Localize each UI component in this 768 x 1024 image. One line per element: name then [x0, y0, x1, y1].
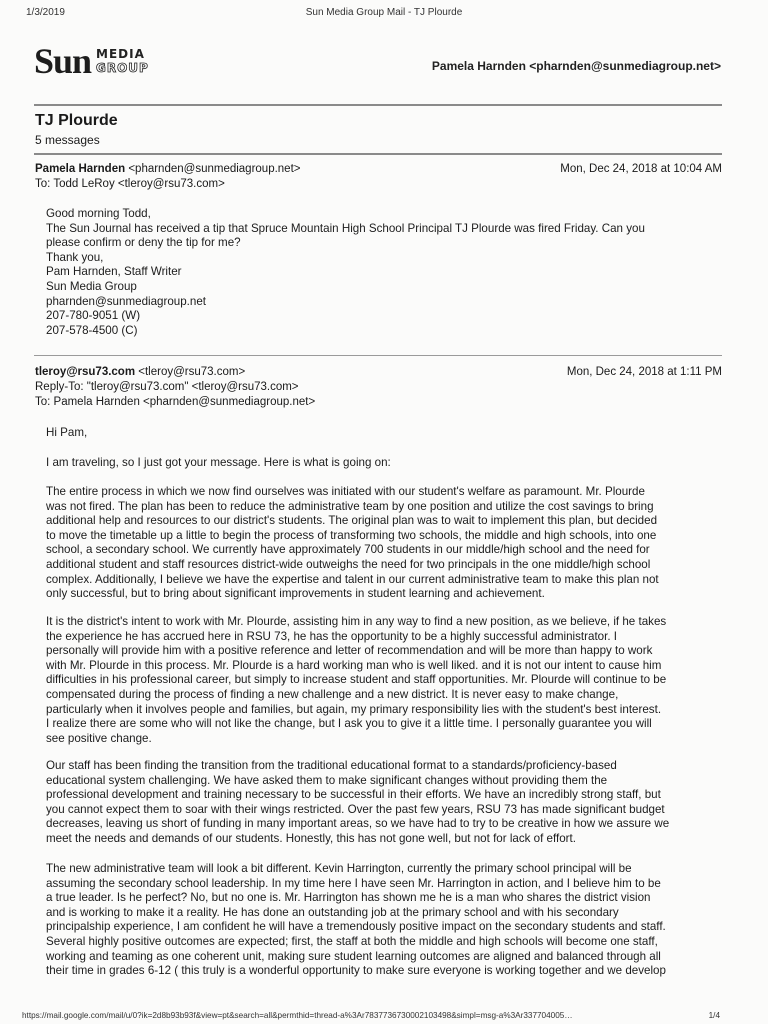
message-divider	[34, 355, 722, 356]
sender-name: Pamela Harnden	[35, 163, 126, 175]
sender-email: <pharnden@sunmediagroup.net>	[128, 163, 301, 175]
page-number: 1/4	[708, 1011, 720, 1020]
message-body-2-p4	[46, 615, 722, 746]
message-paragraph: I am traveling, so I just got your message. Here is what is going on:	[46, 456, 391, 469]
message-body-2-p3	[46, 485, 722, 602]
message-count: 5 messages	[35, 133, 100, 147]
logo-sun-text: Sun	[34, 41, 92, 81]
message-body-1	[46, 207, 722, 338]
print-title: Sun Media Group Mail - TJ Plourde	[305, 7, 463, 18]
message-text: Good morning Todd, The Sun Journal has received a tip that Spruce Mountain High School Principal TJ Plourde was fired Friday. Can you please confirm or deny the tip for me? Thank you, Pam Harnden, Staff Writer Sun Media Group pharnden@sunmediagroup.net 207-780-9051 (W) 207-578-4500 (C)	[46, 207, 645, 337]
recipient-line: To: Todd LeRoy <tleroy@rsu73.com>	[35, 178, 225, 190]
message-body-2-p2	[46, 456, 722, 471]
message-header-2	[35, 365, 722, 410]
message-paragraph: The new administrative team will look a bit different. Kevin Harrington, currently the primary school principal will be assuming the secondary school leadership. In my time here I have seen Mr. Harrington in action, and I believe him to be a true leader. Is he perfect? No, but no one is. Mr. Harrington has shown me he is a man who shares the district vision and is working to make it a reality. He has done an outstanding job at the primary school and with his secondary principalship experience, I am confident he will have a tremendously positive impact on the secondary students and staff. Several highly positive outcomes are expected; first, the staff at both the middle and high schools will become one staff, working and teaming as one coherent unit, making sure student learning outcomes are aligned and balanced through all their time in grades 6-12 ( this truly is a wonderful opportunity to make sure everyone is working together and we develop	[46, 862, 666, 978]
message-paragraph: Hi Pam,	[46, 426, 88, 439]
message-body-2-p5	[46, 759, 722, 847]
thread-title: TJ Plourde	[35, 112, 118, 129]
message-paragraph: It is the district's intent to work with Mr. Plourde, assisting him in any way to find a new position, as we believe, if he takes the experience he has accrued here in RSU 73, he has the opportunity to be a highly successful administrator. I personally will provide him with a positive reference and letter of recommendation and will be more than happy to work with Mr. Plourde in this process. Mr. Plourde is a hard working man who is well liked. and it is not our intent to cause him difficulties in his professional career, but simply to increase student and staff opportunities. Mr. Plourde will continue to be compensated during the process of finding a new challenge and a new district. It is never easy to make change, particularly when it involves people and families, but again, my primary responsibility lies with the student's best interest. I realize there are some who will not like the change, but I ask you to give it a little time. I personally guarantee you will see positive change.	[46, 615, 667, 745]
header-divider	[34, 104, 722, 106]
message-body-2-p6	[46, 862, 722, 979]
thread-divider	[34, 153, 722, 155]
message-header-1	[35, 162, 722, 192]
message-paragraph: Our staff has been finding the transition from the traditional educational format to a standards/proficiency-based educational system challenging. We have asked them to make significant changes without providing them the professional development and training necessary to be successful in their efforts. We have an incredibly strong staff, but you cannot expect them to soar with their wings restricted. Over the past few years, RSU 73 has made significant budget decreases, leaving us short of funding in many important areas, so we have had to try to be creative in how we assure we meet the needs and demands of our students. Honestly, this has not gone well, but not for lack of effort.	[46, 759, 670, 845]
message-body-2	[46, 426, 722, 441]
logo-group-text: GROUP	[96, 61, 149, 75]
print-date: 1/3/2019	[26, 7, 65, 18]
message-date: Mon, Dec 24, 2018 at 1:11 PM	[566, 366, 722, 378]
recipient-line: To: Pamela Harnden <pharnden@sunmediagroup.net>	[35, 396, 316, 408]
sun-media-group-logo	[34, 40, 174, 80]
sender-email: <tleroy@rsu73.com>	[138, 366, 246, 378]
print-footer	[22, 1011, 720, 1020]
message-paragraph: The entire process in which we now find ourselves was initiated with our student's welfare as paramount. Mr. Plourde was not fired. The plan has been to reduce the administrative team by one position and utilize the cost savings to bring additional help and resources to our district's students. The original plan was to wait to implement this plan, but decided to move the timetable up a little to begin the process of transforming two schools, the middle and high schools, into one school, a secondary school. We currently have approximately 700 students in our middle/high school and the need for additional student and staff resources district-wide outweighs the need for two principals in the one middle/high school complex. Additionally, I believe we have the expertise and talent in our current administrative team to make this plan not only successful, but to bring about significant improvements in student learning and achievement.	[46, 485, 659, 601]
logo-media-text: MEDIA	[96, 47, 145, 61]
reply-to-line: Reply-To: "tleroy@rsu73.com" <tleroy@rsu73.com>	[35, 381, 299, 393]
footer-url: https://mail.google.com/mail/u/0?ik=2d8b93b93f&view=pt&search=all&permthid=thread-a%3Ar7837736730002103498&simpl=msg-a%3Ar337704005…	[22, 1011, 573, 1020]
account-label: Pamela Harnden <pharnden@sunmediagroup.net>	[431, 59, 721, 73]
sender-name: tleroy@rsu73.com	[35, 366, 136, 378]
message-date: Mon, Dec 24, 2018 at 10:04 AM	[560, 163, 722, 175]
